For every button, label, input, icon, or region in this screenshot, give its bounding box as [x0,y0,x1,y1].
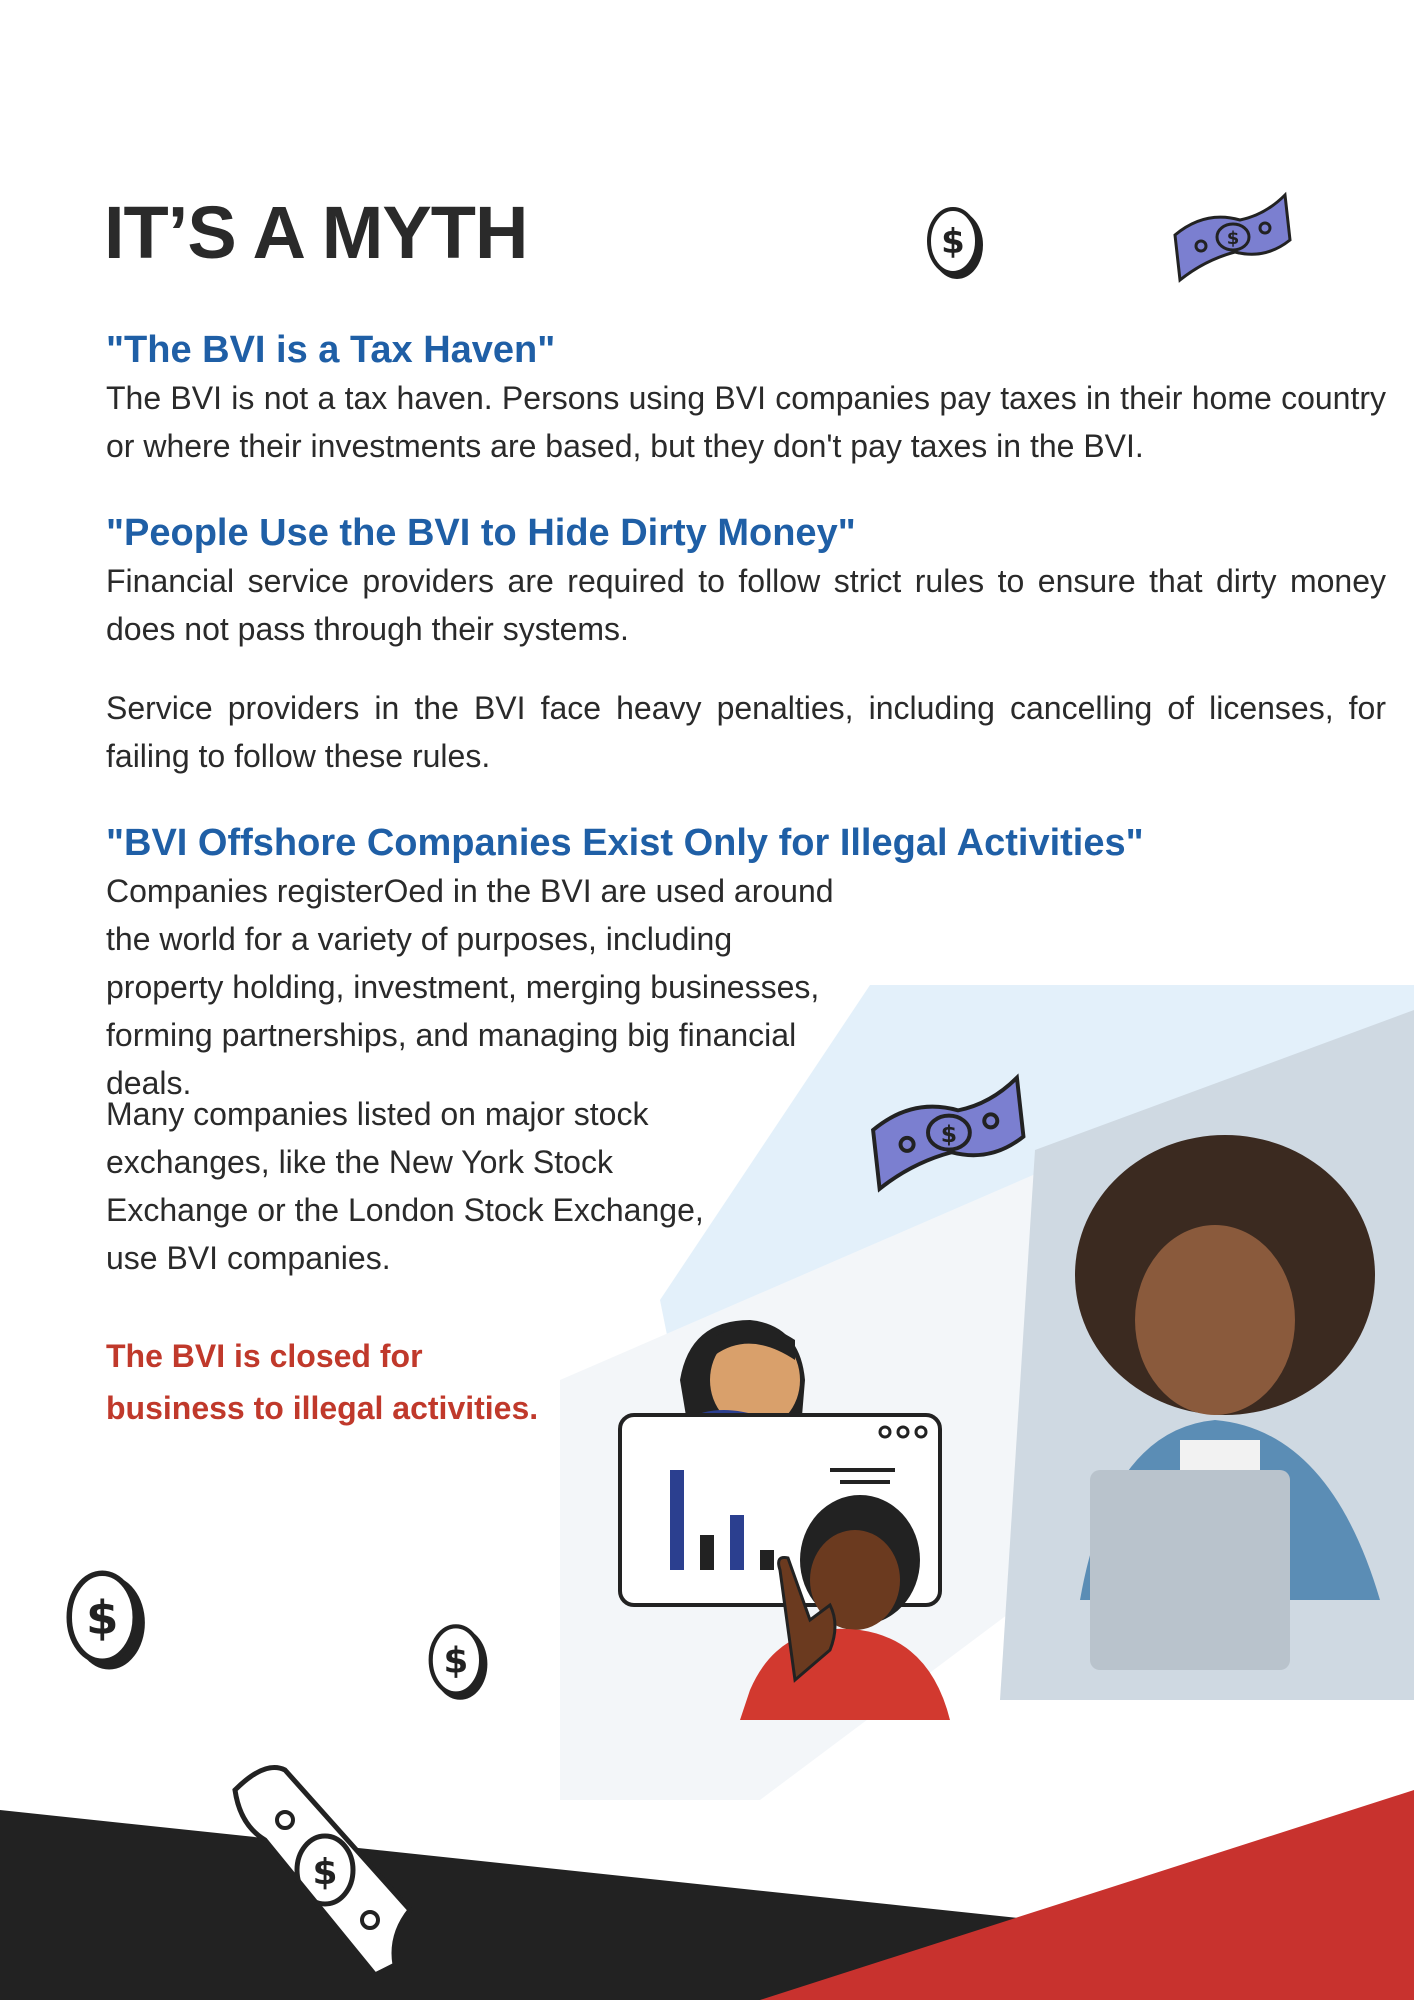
myth-heading-tax-haven: "The BVI is a Tax Haven" [106,329,556,371]
dollar-coin-icon [63,1565,147,1675]
svg-text:$: $ [85,1591,119,1646]
myth-body-tax-haven: The BVI is not a tax haven. Persons using BVI companies pay taxes in their home country or where their investments are based, but they don't pay taxes in the BVI. [106,380,1386,464]
offshore-text: Companies registerOed in the BVI are used around the world for a variety of purposes, including property holding, investment, merging businesses, forming partnerships, and managing big financial deals. [106,873,834,1101]
svg-text:$: $ [312,1852,338,1893]
page-title: IT’S A MYTH [104,191,528,274]
svg-text:$: $ [1226,228,1240,249]
svg-text:$: $ [940,1119,958,1148]
myth-body-dirty-money-2: Service providers in the BVI face heavy penalties, including cancelling of licenses, for failing to follow these rules. [106,690,1386,774]
myth-heading-dirty-money: "People Use the BVI to Hide Dirty Money" [106,512,856,554]
svg-text:$: $ [941,222,965,262]
closing-tagline: The BVI is closed for business to illegal activities. [106,1338,539,1426]
offshore-line-wide [106,867,1386,1107]
dollar-coin-icon [925,203,985,283]
myth-heading-offshore: "BVI Offshore Companies Exist Only for Illegal Activities" [106,822,1144,864]
dollar-coin-icon [426,1620,490,1704]
dollar-bill-icon [225,1750,425,1980]
people-chart-illustration [600,1260,960,1720]
dollar-bill-icon [1165,180,1295,290]
svg-text:$: $ [443,1640,469,1682]
myth-body-dirty-money-1: Financial service providers are required to follow strict rules to ensure that dirty money does not pass through their systems. [106,563,1386,647]
myth-body-offshore-2: Many companies listed on major stock exchanges, like the New York Stock Exchange or the London Stock Exchange, use BVI companies. [106,1096,704,1276]
